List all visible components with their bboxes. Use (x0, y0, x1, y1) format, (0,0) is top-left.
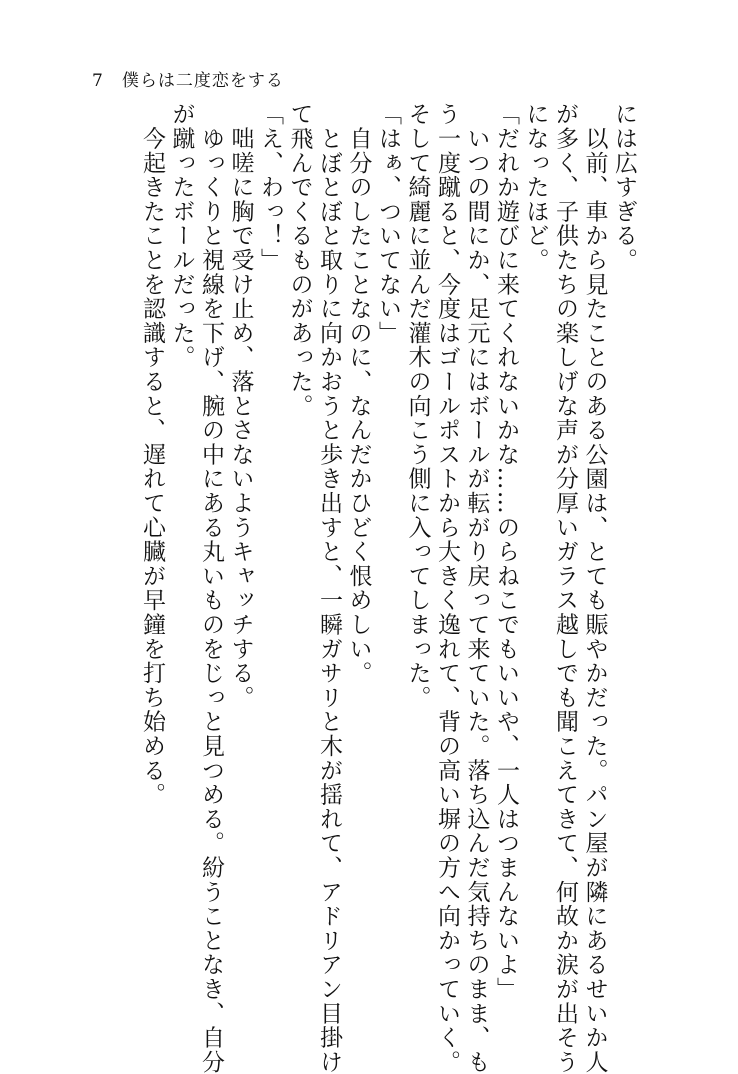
text-line: ゆっくりと視線を下げ、腕の中にある丸いものをじっと見つめる。紛うことなき、自分 (198, 102, 224, 1074)
text-line: 「はぁ、ついてない」 (375, 102, 401, 345)
running-header (92, 66, 284, 91)
text-line: 以前、車から見たことのある公園は、とても賑やかだった。パン屋が隣にあるせいか人 (581, 102, 608, 1074)
text-line: が多く、子供たちの楽しげな声が分厚いガラス越しでも聞こえてきて、何故か涙が出そう (552, 102, 578, 1074)
text-line: とぼとぼと取りに向かおうと歩き出すと、一瞬ガサリと木が揺れて、アドリアン目掛け (316, 102, 342, 1074)
text-line: 「え、わっ！」 (257, 102, 283, 273)
vertical-body-text (137, 102, 639, 1074)
text-line: 「だれか遊びに来てくれないかな……のらねこでもいいや、一人はつまんないよ」 (493, 102, 519, 1002)
text-line: になったほど。 (522, 102, 549, 273)
book-title: 僕らは二度恋をする (121, 71, 284, 91)
text-line: 自分のしたことなのに、なんだかひどく恨めしい。 (345, 102, 372, 686)
text-line: には広すぎる。 (611, 102, 637, 273)
text-line: いつの間にか、足元にはボールが転がり戻って来ていた。落ち込んだ気持ちのまま、も (463, 102, 490, 1074)
text-line: そして綺麗に並んだ灌木の向こう側に入ってしまった。 (404, 102, 431, 710)
text-line: 今起きたことを認識すると、遅れて心臓が早鐘を打ち始める。 (139, 102, 165, 807)
text-line: が蹴ったボールだった。 (168, 102, 195, 370)
page-number: 7 (92, 71, 104, 91)
text-line: う一度蹴ると、今度はゴールポストから大きく逸れて、背の高い塀の方へ向かっていく。 (434, 102, 460, 1074)
text-line: て飛んでくるものがあった。 (286, 102, 313, 418)
text-line: 咄嗟に胸で受け止め、落とさないようキャッチする。 (227, 102, 254, 710)
